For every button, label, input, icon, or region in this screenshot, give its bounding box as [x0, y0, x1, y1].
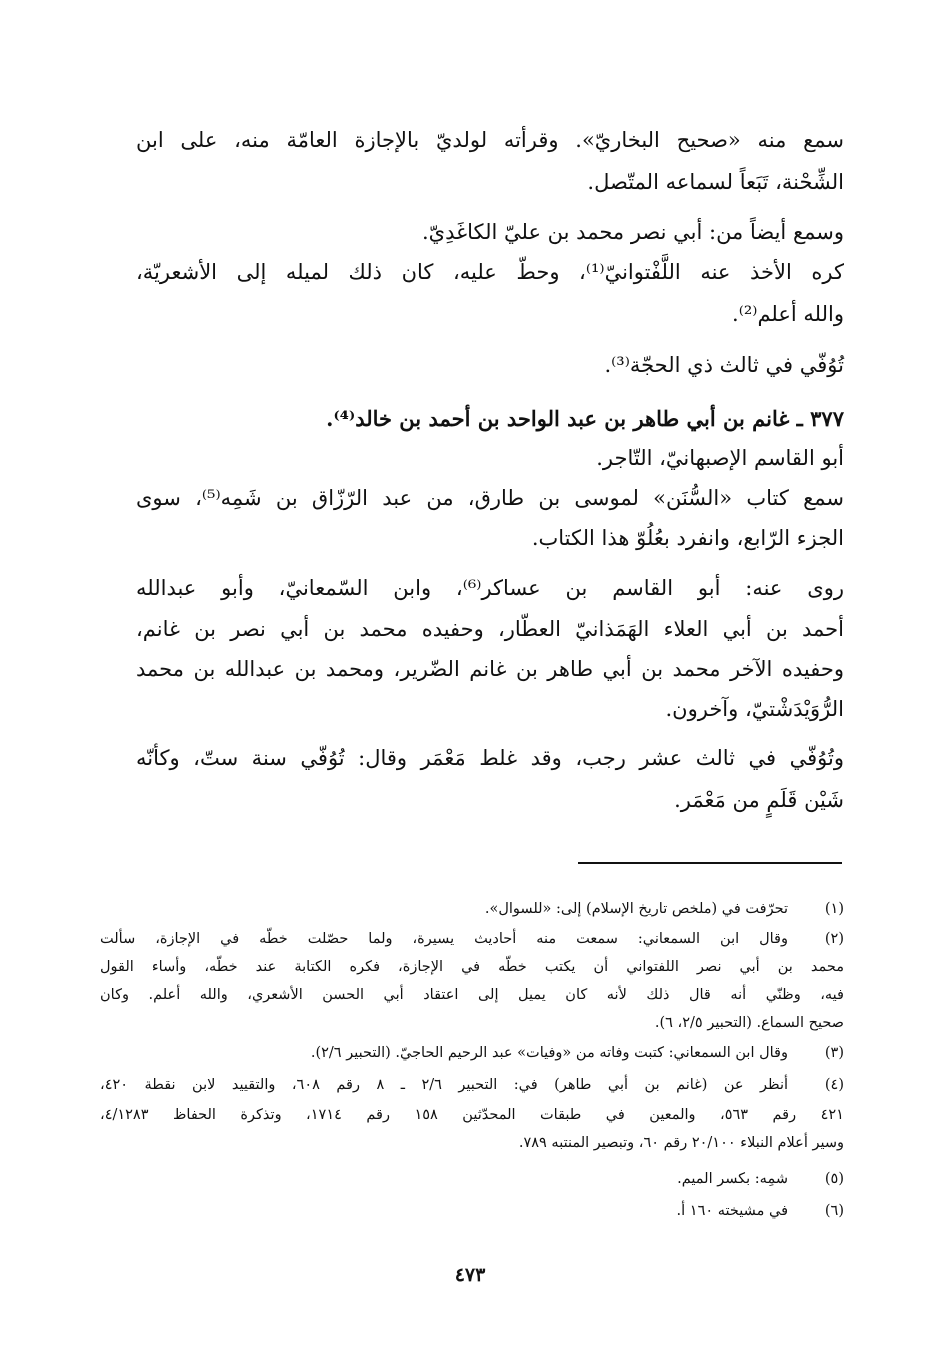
body-line: روى عنه: أبو القاسم بن عساكر⁽⁶⁾، وابن السّمعانيّ، وأبو عبدالله: [136, 576, 844, 600]
footnote-line: تحرّفت في (ملخص تاريخ الإسلام) إلى: «للسوال».: [484, 901, 788, 917]
footnote-line: محمد بن أبي نصر اللفتواني أن يكتب خطّه في الإجازة، فكره الكتابة عند خطّه، وأساء القول: [100, 959, 844, 975]
body-line: وسمع أيضاً من: أبي نصر محمد بن عليّ الكاغَدِيّ.: [421, 220, 844, 244]
body-line: أبو القاسم الإصبهانيّ، التّاجر.: [596, 446, 844, 470]
footnote-number: (٢): [824, 931, 844, 947]
footnote-line: وقال ابن السمعاني: سمعت منه أحاديث يسيرة، ولما حصّلت خطّه في الإجازة، سألت: [100, 931, 788, 947]
body-line: الرُّوَيْدَشْتيّ، وآخرون.: [665, 697, 844, 721]
body-line: وحفيده الآخر محمد بن أبي طاهر بن غانم الضّرير، ومحمد بن عبدالله بن محمد: [136, 657, 844, 681]
page-number: ٤٧٣: [454, 1264, 486, 1286]
body-line: سمع منه «صحيح البخاريّ». وقرأته لولديّ بالإجازة العامّة منه، على ابن: [136, 128, 844, 152]
body-line: شَيْن قَلَمٍ من مَعْمَر.: [674, 788, 844, 812]
footnote-line: صحيح السماع. (التحبير ٢/٥، ٦).: [654, 1015, 844, 1031]
footnote-line: أنظر عن (غانم بن أبي طاهر) في: التحبير ٢/٦ ـ ٨ رقم ٦٠٨، والتقييد لابن نقطة ٤٢٠،: [100, 1077, 789, 1093]
footnote-number: (٣): [824, 1045, 844, 1061]
body-line: كره الأخذ عنه اللَّفْتوانيّ⁽¹⁾، وحطّ عليه، كان ذلك لميله إلى الأشعريّة،: [136, 260, 844, 284]
body-line: الجزء الرّابع، وانفرد بعُلُوّ هذا الكتاب.: [531, 526, 844, 550]
body-line: والله أعلم⁽²⁾.: [732, 302, 844, 326]
footnote-number: (٦): [824, 1203, 844, 1219]
body-line: أحمد بن أبي العلاء الهَمَذانيّ العطّار، وحفيده محمد بن أبي نصر بن غانم،: [136, 617, 844, 641]
footnote-line: ٤٢١ رقم ٥٦٣، والمعين في طبقات المحدّثين ١٥٨ رقم ١٧١٤، وتذكرة الحفاظ ٤/١٢٨٣،: [100, 1107, 844, 1123]
footnote-line: في مشيخته ١٦٠ أ.: [676, 1203, 788, 1219]
footnote-number: (٥): [824, 1171, 844, 1187]
footnote-line: وقال ابن السمعاني: كتبت وفاته من «وفيات» عبد الرحيم الحاجيّ. (التحبير ٢/٦).: [310, 1045, 788, 1061]
footnote-line: وسير أعلام النبلاء ٢٠/١٠٠ رقم ٦٠، وتبصير المنتبه ٧٨٩.: [518, 1135, 844, 1151]
footnote-line: شمِه: بكسر الميم.: [677, 1171, 788, 1187]
entry-heading: ٣٧٧ ـ غانم بن أبي طاهر بن عبد الواحد بن أحمد بن خالد⁽⁴⁾.: [326, 406, 844, 431]
footnote-divider: [578, 862, 842, 864]
body-line: الشِّحْنة، تَبَعاً لسماعه المتّصل.: [587, 170, 844, 194]
footnote-number: (١): [824, 901, 844, 917]
body-line: سمع كتاب «السُّنَن» لموسى بن طارق، من عبد الرّزّاق بن شَمِه⁽⁵⁾، سوى: [136, 486, 844, 510]
body-line: تُوُفّي في ثالث ذي الحجّة⁽³⁾.: [604, 353, 844, 377]
body-line: وتُوُفّي في ثالث عشر رجب، وقد غلط مَعْمَر وقال: تُوُفّي سنة ستّ، وكأنّه: [136, 746, 844, 770]
footnote-number: (٤): [824, 1077, 844, 1093]
footnote-line: فيه، وظنّي أنه قال ذلك لأنه كان يميل إلى اعتقاد أبي الحسن الأشعري، والله أعلم. وكان: [100, 987, 844, 1003]
